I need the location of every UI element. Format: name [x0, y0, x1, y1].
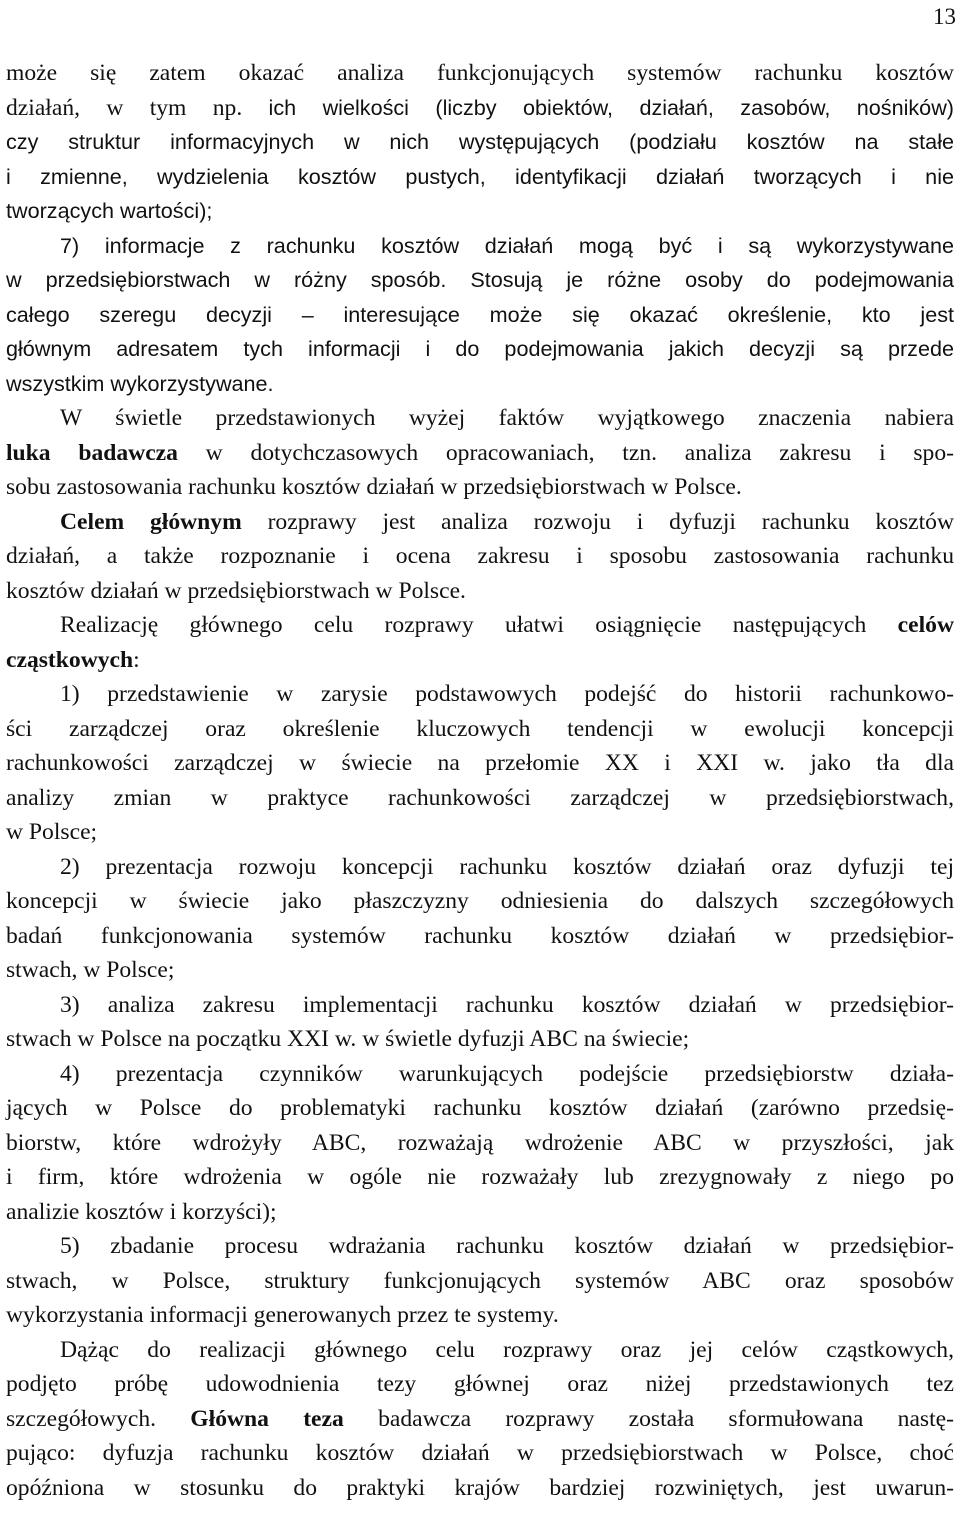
text-segment: i zmienne, wydzielenia kosztów pustych, identyfikacji działań tworzących i nie: [6, 163, 954, 189]
text-line: [6, 1057, 954, 1092]
text-line: [6, 1126, 954, 1161]
bold-phrase: cząstkowych: [6, 646, 134, 673]
text-segment: stwach, w Polsce, struktury funkcjonujących systemów ABC oraz sposobów: [6, 1267, 954, 1294]
text-segment: rachunkowości zarządczej w świecie na przełomie XX i XXI w.: [6, 750, 811, 776]
text-line: [6, 712, 954, 747]
text-segment: Dążąc do realizacji głównego celu rozprawy oraz jej celów cząstkowych,: [60, 1336, 954, 1363]
text-segment: biorstw, które wdrożyły ABC, rozważają wdrożenie ABC w przyszłości, jak: [6, 1129, 954, 1156]
text-line: [6, 1402, 954, 1437]
text-line: [6, 1195, 954, 1230]
text-segment: ich wielkości (liczby obiektów, działań, zasobów, nośników): [268, 94, 954, 120]
text-line: [6, 229, 954, 264]
text-segment: może się zatem okazać analiza funkcjonujących systemów rachunku kosztów: [6, 60, 954, 86]
text-segment: 7) informacje z rachunku kosztów działań mogą być i są wykorzystywane: [60, 232, 954, 258]
bold-phrase: Celem głównym: [60, 508, 242, 535]
text-segment: 4) prezentacja czynników warunkujących podejście przedsiębiorstw działa-: [60, 1060, 954, 1087]
text-segment: w przedsiębiorstwach w różny sposób.: [6, 267, 471, 292]
text-line: [6, 919, 954, 954]
text-line: [6, 1160, 954, 1195]
text-segment: 3) analiza zakresu implementacji rachunku kosztów działań w przedsiębior-: [60, 991, 954, 1018]
text-segment: czy struktur informacyjnych w nich występujących (podziału kosztów na stałe: [6, 129, 954, 154]
text-segment: działań, a także rozpoznanie i ocena zakresu i sposobu zastosowania rachunku: [6, 543, 954, 569]
text-segment: tworzących wartości);: [6, 198, 213, 223]
text-segment: rozprawy jest analiza rozwoju i dyfuzji rachunku kosztów: [241, 508, 954, 535]
text-segment: badawcza rozprawy została sformułowana nastę-: [343, 1405, 954, 1432]
text-line: [6, 781, 954, 816]
text-line: [6, 746, 954, 781]
text-segment: ści zarządczej oraz określenie kluczowych tendencji w ewolucji koncepcji: [6, 715, 954, 742]
text-segment: W świetle przedstawionych wyżej faktów wyjątkowego znaczenia nabiera: [60, 405, 954, 431]
text-line: [6, 125, 954, 160]
text-segment: wszystkim wykorzystywane.: [6, 370, 274, 396]
text-line: [6, 1333, 954, 1368]
text-segment: sobu zastosowania rachunku kosztów działań w przedsiębiorstwach w Polsce.: [6, 474, 742, 500]
body-text: [6, 56, 954, 1505]
text-line: [6, 539, 954, 574]
text-line: [6, 850, 954, 885]
text-line: [6, 263, 954, 298]
text-segment: analiza zakresu i spo-: [684, 439, 954, 466]
text-segment: jących w Polsce do problematyki rachunku kosztów działań (zarówno przedsię-: [6, 1095, 954, 1121]
text-segment: Realizację głównego celu rozprawy ułatwi osiągnięcie następujących: [60, 612, 898, 638]
text-segment: 5) zbadanie procesu wdrażania rachunku kosztów działań w przedsiębior-: [60, 1233, 954, 1259]
text-segment: :: [133, 646, 140, 673]
text-line: [6, 194, 954, 229]
text-line: [6, 608, 954, 643]
text-segment: podjęto próbę udowodnienia tezy głównej oraz niżej przedstawionych tez: [6, 1371, 954, 1397]
text-segment: głównym adresatem tych informacji i do podejmowania jakich decyzji są przede: [6, 336, 954, 361]
text-segment: 2) prezentacja rozwoju koncepcji rachunku kosztów działań oraz dyfuzji tej: [60, 853, 954, 880]
text-line: [6, 160, 954, 195]
text-line: [6, 91, 954, 126]
text-line: [6, 953, 954, 988]
text-segment: analizie kosztów i korzyści);: [6, 1198, 277, 1225]
text-segment: stwach w Polsce na początku XXI w.: [6, 1026, 363, 1052]
text-segment: w dotychczasowych opracowaniach, tzn.: [177, 439, 685, 466]
text-segment: pująco: dyfuzja rachunku kosztów działań w przedsiębiorstwach w Polsce, choć: [6, 1440, 954, 1466]
text-line: [6, 1298, 954, 1333]
text-line: [6, 574, 954, 609]
text-segment: 1) przedstawienie w zarysie podstawowych podejść do historii rachunkowo-: [60, 681, 954, 707]
text-line: [6, 1091, 954, 1126]
text-segment: koncepcji w świecie jako płaszczyzny odniesienia do dalszych szczegółowych: [6, 888, 954, 914]
bold-phrase: luka badawcza: [6, 439, 178, 466]
text-line: [6, 677, 954, 712]
text-segment: całego szeregu decyzji – interesujące może się okazać określenie, kto jest: [6, 301, 954, 327]
text-segment: działań, w tym np.: [6, 94, 269, 121]
text-line: [6, 56, 954, 91]
text-segment: i firm, które wdrożenia w ogóle nie rozważały lub zrezygnowały z niego po: [6, 1164, 954, 1190]
text-line: [6, 1471, 954, 1506]
text-line: [6, 332, 954, 367]
text-segment: w świetle dyfuzji ABC na świecie;: [362, 1026, 690, 1052]
text-segment: opóźniona w stosunku do praktyki krajów bardziej rozwiniętych, jest uwarun-: [6, 1474, 954, 1501]
text-segment: badań funkcjonowania systemów rachunku kosztów działań w przedsiębior-: [6, 922, 954, 949]
text-segment: wykorzystania informacji generowanych przez te systemy.: [6, 1302, 559, 1328]
bold-phrase: Główna teza: [190, 1405, 344, 1432]
text-line: [6, 1022, 954, 1057]
text-line: [6, 1436, 954, 1471]
text-line: [6, 884, 954, 919]
text-line: [6, 367, 954, 402]
text-segment: jako tła dla: [810, 750, 955, 776]
text-segment: kosztów działań w przedsiębiorstwach w Polsce.: [6, 577, 466, 604]
text-segment: analizy zmian w praktyce rachunkowości zarządczej w przedsiębiorstwach,: [6, 784, 954, 811]
text-line: [6, 401, 954, 436]
text-segment: w Polsce;: [6, 819, 98, 845]
text-line: [6, 1367, 954, 1402]
text-line: [6, 988, 954, 1023]
text-line: [6, 470, 954, 505]
text-line: [6, 815, 954, 850]
bold-phrase: celów: [897, 612, 954, 638]
text-line: [6, 1264, 954, 1299]
text-segment: szczegółowych.: [6, 1405, 191, 1432]
text-segment: stwach, w Polsce;: [6, 957, 175, 983]
text-segment: Stosują je różne osoby do podejmowania: [470, 267, 954, 292]
text-line: [6, 643, 954, 678]
text-line: [6, 436, 954, 471]
text-line: [6, 298, 954, 333]
page-number: 13: [933, 4, 956, 29]
text-line: [6, 505, 954, 540]
text-line: [6, 1229, 954, 1264]
